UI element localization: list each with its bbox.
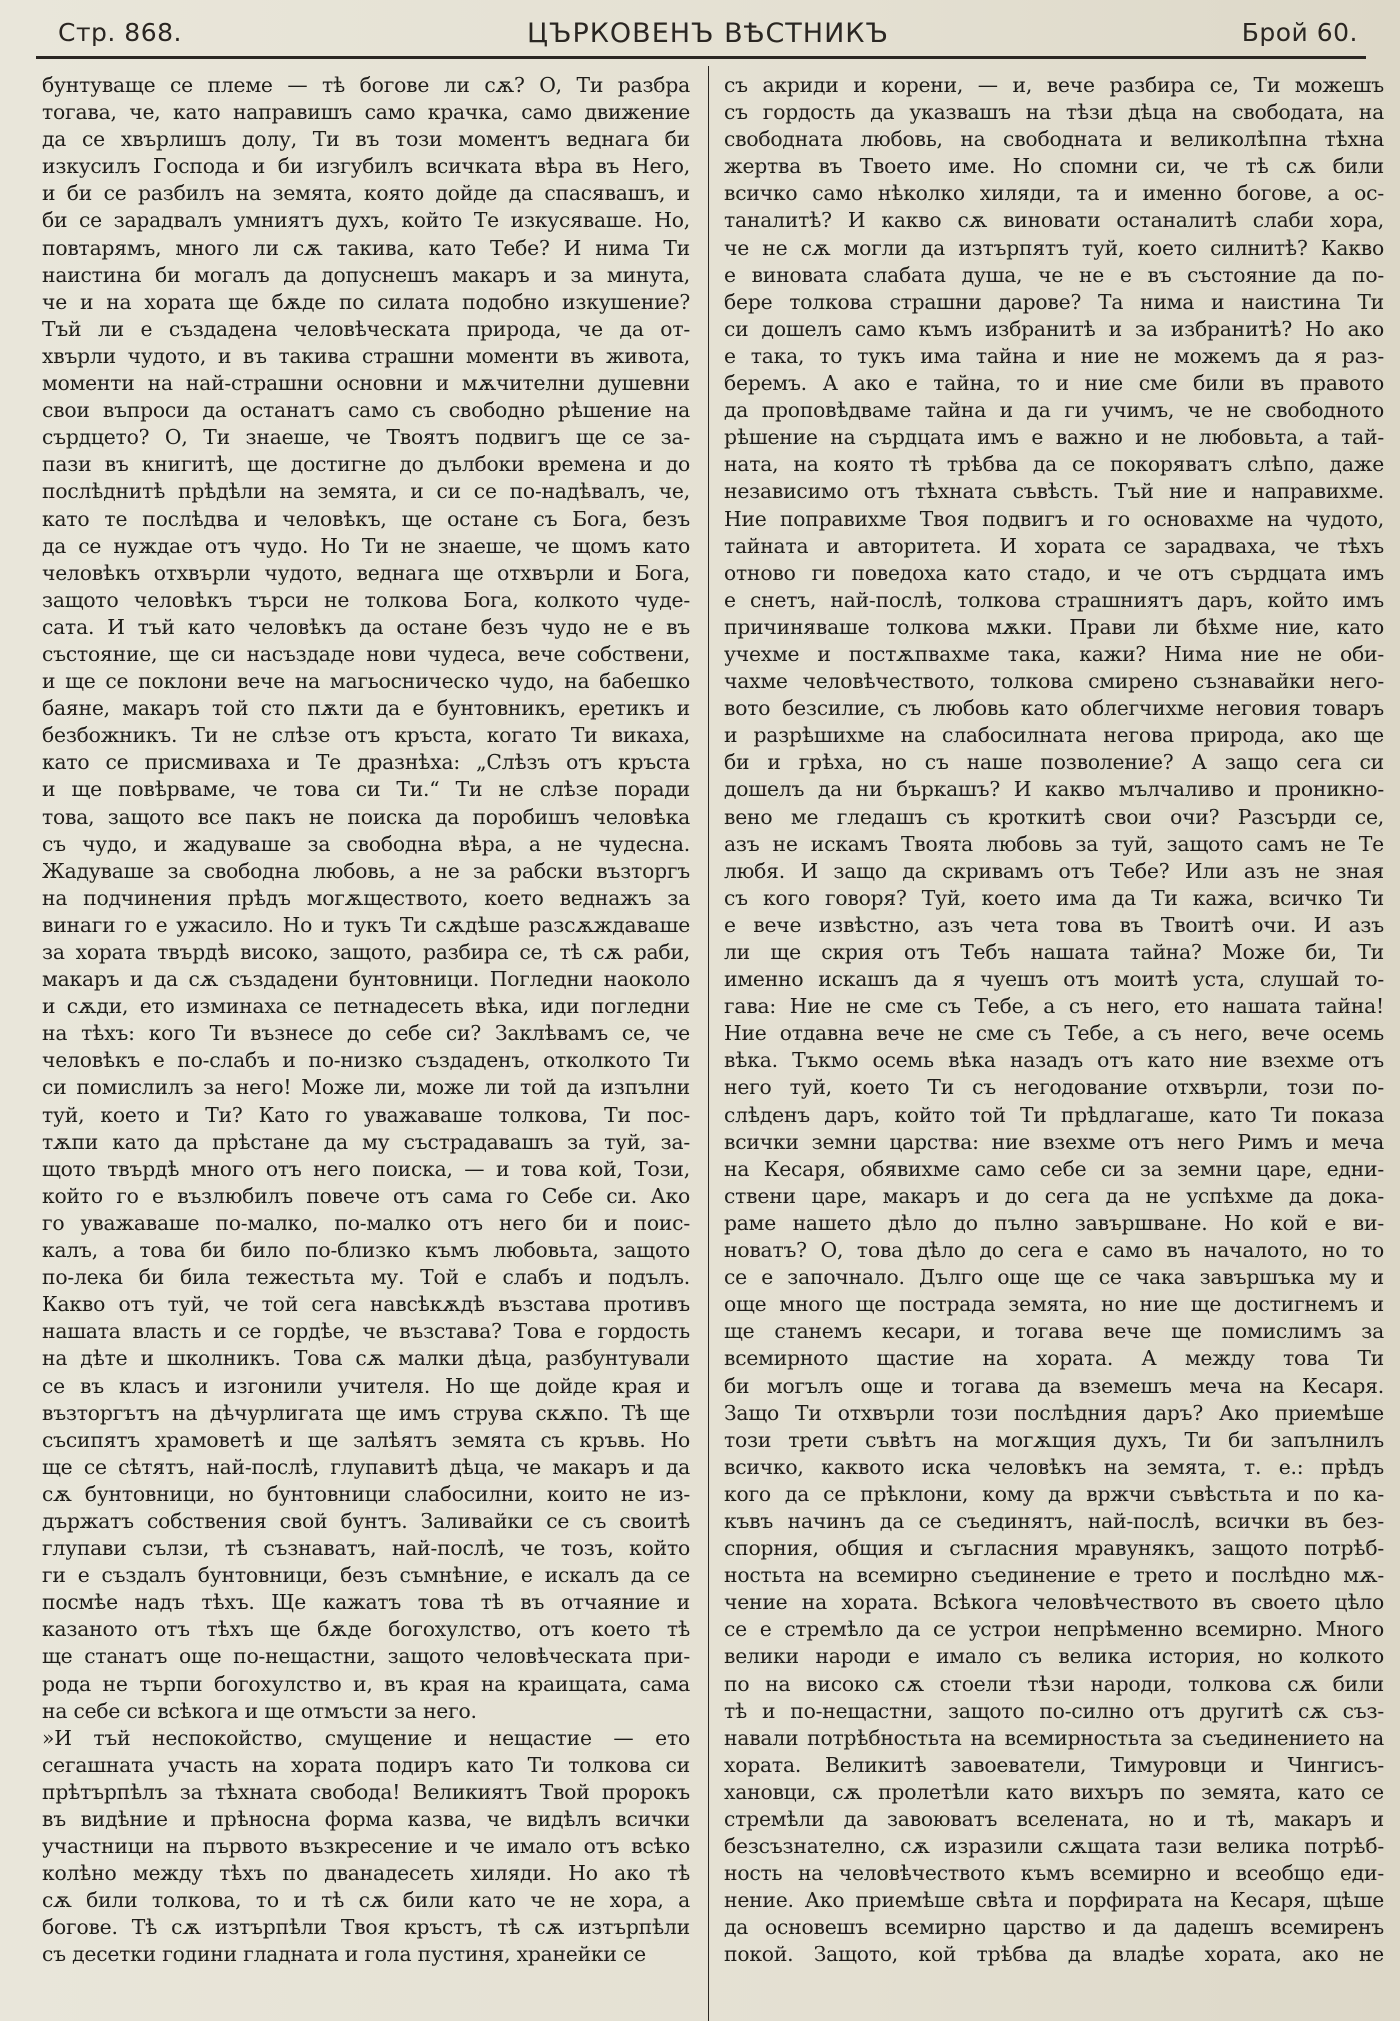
text-line: Жадуваше за свободна любовь, а не за рабски възторгъ bbox=[42, 858, 690, 883]
text-line: Защо Ти отхвърли този послѣдния даръ? Ако приемѣше bbox=[724, 1400, 1384, 1425]
text-line: го уважаваше по-малко, по-малко отъ него би и поис- bbox=[42, 1210, 690, 1235]
text-line: участници на първото възкресение и че имало отъ всѣко bbox=[42, 1834, 690, 1859]
text-line: на тѣхъ: кого Ти възнесе до себе си? Заклѣвамъ се, че bbox=[42, 1021, 690, 1046]
text-line: и ще се поклони вече на магьосническо чудо, на бабешко bbox=[42, 669, 690, 694]
text-line: е така, то тукъ има тайна и ние не можемъ да я раз- bbox=[724, 343, 1384, 368]
text-line: си дошелъ само къмъ избранитѣ и за избранитѣ? Но ако bbox=[724, 316, 1384, 341]
text-line: всичко само нѣколко хиляди, та и именно богове, а ос- bbox=[724, 181, 1384, 206]
text-line: ще станатъ още по-нещастни, защото человѣческата при- bbox=[42, 1644, 690, 1669]
header-rule bbox=[36, 56, 1366, 59]
text-line: къвъ начинъ да се съединятъ, най-послѣ, всички въ без- bbox=[724, 1508, 1384, 1533]
right-column bbox=[724, 72, 1384, 2012]
text-line: състояние, ще си насъздаде нови чудеса, вече собствени, bbox=[42, 641, 690, 666]
text-line: навали потрѣбностьта на всемирностьта за съединението на bbox=[724, 1725, 1384, 1750]
text-line: ли ще скрия отъ Тебъ нашата тайна? Може би, Ти bbox=[724, 940, 1384, 964]
text-line: сегашната участь на хората подиръ като Ти толкова си bbox=[42, 1752, 690, 1777]
text-line: посмѣе надъ тѣхъ. Ще кажатъ това тѣ въ отчаяние и bbox=[42, 1590, 690, 1615]
text-line: всички земни царства: ние взехме отъ него Римъ и меча bbox=[724, 1129, 1384, 1154]
text-line: любя. И защо да скривамъ отъ Тебе? Или азъ не зная bbox=[724, 858, 1384, 883]
text-line: държатъ собствения свой бунтъ. Заливайки се съ своитѣ bbox=[42, 1508, 690, 1533]
text-line: колѣно между тѣхъ по дванадесеть хиляди. Но ако тѣ bbox=[42, 1861, 690, 1886]
text-line: макаръ и да сѫ създадени бунтовници. Погледни наоколо bbox=[42, 967, 690, 992]
text-line: е виновата слабата душа, че не е въ състояние да по- bbox=[724, 262, 1384, 287]
text-line: че не сѫ могли да изтърпятъ туй, което силнитѣ? Какво bbox=[724, 235, 1384, 260]
text-line: и разрѣшихме на слабосилната негова природа, ако ще bbox=[724, 723, 1384, 748]
text-line: слѣденъ даръ, който той Ти прѣдлагаше, като Ти показа bbox=[724, 1102, 1384, 1127]
text-line: би и грѣха, но съ наше позволение? А защо сега си bbox=[724, 750, 1384, 775]
text-line: на дѣте и школникъ. Това сѫ малки дѣца, разбунтували bbox=[42, 1346, 690, 1371]
text-line: раме нашето дѣло до пълно завършване. Но кой е ви- bbox=[724, 1210, 1384, 1235]
text-line: независимо отъ тѣхната съвѣсть. Тъй ние и направихме. bbox=[724, 479, 1384, 504]
text-line: съсипятъ храмоветѣ и ще залѣятъ земята съ кръвь. Но bbox=[42, 1427, 690, 1452]
text-line: да се хвърлишъ долу, Ти въ този моментъ веднага би bbox=[42, 127, 690, 152]
text-line: и би се разбилъ на земята, която дойде да спасявашъ, и bbox=[42, 181, 690, 206]
text-line: ность на человѣчеството къмъ всемирно и всеобщо еди- bbox=[724, 1861, 1384, 1886]
text-line: причиняваше толкова мѫки. Прави ли бѣхме ние, като bbox=[724, 614, 1384, 639]
text-line: за хората твърдѣ високо, защото, разбира се, тѣ сѫ раби, bbox=[42, 940, 690, 964]
text-line: по на високо сѫ стоели тѣзи народи, толкова сѫ били bbox=[724, 1671, 1384, 1696]
text-line: Ние поправихме Твоя подвигъ и го основахме на чудото, bbox=[724, 506, 1384, 531]
text-line: свои въпроси да останатъ само съ свободно рѣшение на bbox=[42, 398, 690, 423]
text-line: сѫ бунтовници, но бунтовници слабосилни, които не из- bbox=[42, 1481, 690, 1506]
left-column bbox=[42, 72, 690, 2012]
text-line: глупави сълзи, тѣ съзнаватъ, най-послѣ, че тозъ, който bbox=[42, 1536, 690, 1561]
text-line: тѣ и по-нещастни, защото по-силно отъ другитѣ сѫ съз- bbox=[724, 1698, 1384, 1723]
text-line: всемирното щастие на хората. А между това Ти bbox=[724, 1346, 1384, 1371]
text-line: като те послѣдва и человѣкъ, ще остане съ Бога, безъ bbox=[42, 506, 690, 531]
text-line: на Кесаря, обявихме само себе си за земни царе, едни- bbox=[724, 1156, 1384, 1181]
text-line: безсъзнателно, сѫ изразили сѫщата тази велика потрѣб- bbox=[724, 1834, 1384, 1859]
text-line: сѫ били толкова, то и тѣ сѫ били като че не хора, а bbox=[42, 1888, 690, 1913]
text-line: възторгътъ на дѣчурлигата ще имъ струва скѫпо. Тѣ ще bbox=[42, 1400, 690, 1425]
text-line: сата. И тъй като человѣкъ да остане безъ чудо не е въ bbox=[42, 614, 690, 639]
text-line: ще се сѣтятъ, най-послѣ, глупавитѣ дѣца, че макаръ и да bbox=[42, 1454, 690, 1479]
text-line: ще станемъ кесари, и тогава вече ще помислимъ за bbox=[724, 1319, 1384, 1344]
text-line: вено ме гледашъ съ кроткитѣ свои очи? Разсърди се, bbox=[724, 804, 1384, 829]
text-line: всичко, каквото иска человѣкъ на земята, т. е.: прѣдъ bbox=[724, 1454, 1384, 1479]
text-line: нашата власть и се гордѣе, че възстава? Това е гордость bbox=[42, 1319, 690, 1344]
text-line: тогава, че, като направишъ само крачка, само движение bbox=[42, 100, 690, 125]
text-line: бунтуваще се племе — тѣ богове ли сѫ? О, Ти разбра bbox=[42, 73, 690, 97]
text-line: ната, на която тѣ трѣбва да се покоряватъ слѣпо, даже bbox=[724, 452, 1384, 477]
text-line: въ видѣние и прѣносна форма казва, че видѣлъ всички bbox=[42, 1807, 690, 1831]
text-line: свободната любовь, на свободната и великолѣпна тѣхна bbox=[724, 127, 1384, 152]
text-line: сърдцето? О, Ти знаеше, че Твоятъ подвигъ ще се за- bbox=[42, 425, 690, 450]
text-line: хановци, сѫ пролетѣли като вихъръ по земята, като се bbox=[724, 1779, 1384, 1804]
text-line: беремъ. А ако е тайна, то и ние сме били въ правото bbox=[724, 371, 1384, 396]
text-line: който го е възлюбилъ повече отъ сама го Себе си. Ако bbox=[42, 1183, 690, 1208]
text-line: бере толкова страшни дарове? Та нима и наистина Ти bbox=[724, 289, 1384, 314]
text-line: ги е създалъ бунтовници, безъ съмнѣние, е искалъ да се bbox=[42, 1563, 690, 1588]
text-line: гава: Ние не сме съ Тебе, а съ него, ето нашата тайна! bbox=[724, 994, 1384, 1019]
text-line: би се зарадвалъ умниятъ духъ, който Те изкусяваше. Но, bbox=[42, 208, 690, 233]
text-line: »И тъй неспокойство, смущение и нещастие — ето bbox=[42, 1725, 690, 1750]
text-line: да проповѣдваме тайна и да ги учимъ, че не свободното bbox=[724, 398, 1384, 423]
text-line: чение на хората. Всѣкога человѣчеството въ своето цѣло bbox=[724, 1590, 1384, 1615]
text-line: да се нуждае отъ чудо. Но Ти не знаеше, че щомъ като bbox=[42, 533, 690, 558]
text-line: нение. Ако приемѣше свѣта и порфирата на Кесаря, щѣше bbox=[724, 1888, 1384, 1913]
text-line: това, защото все пакъ не поиска да поробишъ человѣка bbox=[42, 804, 690, 829]
text-line: рода не търпи богохулство и, въ края на краищата, сама bbox=[42, 1671, 690, 1696]
text-line: человѣкъ отхвърли чудото, веднага ще отхвърли и Бога, bbox=[42, 560, 690, 585]
text-line: на себе си всѣкога и ще отмъсти за него. bbox=[42, 1698, 477, 1723]
column-divider bbox=[708, 66, 709, 2021]
page-header bbox=[58, 14, 1358, 62]
text-line: защото человѣкъ търси не толкова Бога, колкото чуде- bbox=[42, 587, 690, 612]
text-line: хвърли чудото, и въ такива страшни моменти въ живота, bbox=[42, 343, 690, 368]
text-line: хората. Великитѣ завоеватели, Тимуровци и Чингисъ- bbox=[724, 1752, 1384, 1777]
text-line: Тъй ли е създадена человѣческата природа, че да от- bbox=[42, 316, 690, 341]
text-line: дошелъ да ни бъркашъ? И какво мълчаливо и проникно- bbox=[724, 777, 1384, 802]
text-line: ностьта на всемирно съединение е трето и послѣдно мѫ- bbox=[724, 1563, 1384, 1588]
text-line: и ще повѣрваме, че това си Ти.“ Ти не слѣзе поради bbox=[42, 777, 690, 802]
text-line: ствени царе, макаръ и до сега да не успѣхме да дока- bbox=[724, 1183, 1384, 1208]
text-line: чахме человѣчеството, толкова смирено съзнавайки него- bbox=[724, 669, 1384, 694]
text-line: новатъ? О, това дѣло до сега е само въ началото, но то bbox=[724, 1238, 1384, 1263]
text-line: съ чудо, и жадуваше за свободна вѣра, а не чудесна. bbox=[42, 831, 690, 856]
text-line: тайната и авторитета. И хората се зарадваха, че тѣхъ bbox=[724, 533, 1384, 558]
text-line: пази въ книгитѣ, ще достигне до дълбоки времена и до bbox=[42, 452, 690, 477]
text-line: него туй, което Ти съ негодование отхвърли, този по- bbox=[724, 1075, 1384, 1100]
text-line: отново ги поведоха като стадо, и че отъ сърдцата имъ bbox=[724, 560, 1384, 585]
issue-number: Брой 60. bbox=[1241, 18, 1358, 47]
text-line: тѫпи като да прѣстане да му състрадавашъ за туй, за- bbox=[42, 1129, 690, 1154]
text-line: богове. Тѣ сѫ изтърпѣли Твоя кръстъ, тѣ сѫ изтърпѣли bbox=[42, 1915, 690, 1940]
text-line: би могълъ още и тогава да вземешъ меча на Кесаря. bbox=[724, 1373, 1384, 1398]
text-line: съ кого говоря? Туй, което има да Ти кажа, всичко Ти bbox=[724, 885, 1384, 910]
text-line: жертва въ Твоето име. Но спомни си, че тѣ сѫ били bbox=[724, 154, 1384, 179]
text-line: именно искашъ да я чуешъ отъ моитѣ уста, слушай то- bbox=[724, 967, 1384, 992]
text-line: съ акриди и корени, — и, вече разбира се, Ти можешъ bbox=[724, 73, 1384, 97]
text-line: наистина би могалъ да допуснешъ макаръ и за минута, bbox=[42, 262, 690, 287]
text-line: прѣтърпѣлъ за тѣхната свобода! Великиятъ Твой пророкъ bbox=[42, 1779, 690, 1804]
text-line: человѣкъ е по-слабъ и по-низко създаденъ, отколкото Ти bbox=[42, 1048, 690, 1073]
text-line: още много ще пострада земята, но ние ще достигнемъ и bbox=[724, 1292, 1384, 1317]
text-line: се е стремѣло да се устрои непрѣменно всемирно. Много bbox=[724, 1617, 1384, 1642]
text-line: че и на хората ще бѫде по силата подобно изкушение? bbox=[42, 289, 690, 314]
text-line: рѣшение на сърдцата имъ е важно и не любовьта, а тай- bbox=[724, 425, 1384, 450]
text-line: казаното отъ тѣхъ ще бѫде богохулство, отъ което тѣ bbox=[42, 1617, 690, 1642]
text-line: калъ, а това би било по-близко къмъ любовьта, защото bbox=[42, 1238, 690, 1263]
text-line: като се присмиваха и Те дразнѣха: „Слѣзъ отъ кръста bbox=[42, 750, 690, 775]
text-line: съ гордость да указвашъ на тѣзи дѣца на свободата, на bbox=[724, 100, 1384, 125]
text-line: винаги го е ужасило. Но и тукъ Ти сѫдѣше разсѫждаваше bbox=[42, 912, 690, 937]
newspaper-title: ЦЪРКОВЕНЪ ВѢСТНИКЪ bbox=[527, 18, 889, 49]
text-line: послѣднитѣ прѣдѣли на земята, и си се по-надѣвалъ, че, bbox=[42, 479, 690, 504]
text-line: велики народи е имало съ велика история, но колкото bbox=[724, 1644, 1384, 1669]
text-line: на подчинения прѣдъ могѫществото, което веднажъ за bbox=[42, 885, 690, 910]
text-line: кого да се прѣклони, кому да вржчи съвѣстьта и по ка- bbox=[724, 1481, 1384, 1506]
text-line: си помислилъ за него! Може ли, може ли той да изпълни bbox=[42, 1075, 690, 1100]
text-line: да основешъ всемирно царство и да дадешъ всемиренъ bbox=[724, 1915, 1384, 1940]
text-line: по-лека би била тежестьта му. Той е слабъ и подълъ. bbox=[42, 1265, 690, 1290]
text-line: е вече извѣстно, азъ чета това въ Твоитѣ очи. И азъ bbox=[724, 912, 1384, 937]
page-number: Стр. 868. bbox=[58, 18, 182, 47]
text-line: туй, което и Ти? Като го уважаваше толкова, Ти пос- bbox=[42, 1102, 690, 1127]
text-line: щото твърдѣ много отъ него поиска, — и това кой, Този, bbox=[42, 1156, 690, 1181]
text-line: този трети съвѣтъ на могѫщия духъ, Ти би запълнилъ bbox=[724, 1427, 1384, 1452]
text-line: Ние отдавна вече не сме съ Тебе, а съ него, вече осемь bbox=[724, 1021, 1384, 1046]
text-line: спорния, общия и съгласния мравунякъ, защото потрѣб- bbox=[724, 1536, 1384, 1561]
text-line: изкусилъ Господа и би изгубилъ всичката вѣра въ Него, bbox=[42, 154, 690, 179]
text-line: се е започнало. Дълго още ще се чака завършъка му и bbox=[724, 1265, 1384, 1290]
text-line: повтарямъ, много ли сѫ такива, като Тебе? И нима Ти bbox=[42, 235, 690, 260]
text-line: моменти на най-страшни основни и мѫчителни душевни bbox=[42, 371, 690, 396]
text-line: вото безсилие, съ любовь като облегчихме неговия товаръ bbox=[724, 696, 1384, 721]
text-line: покой. Защото, кой трѣбва да владѣе хората, ако не bbox=[724, 1942, 1384, 1967]
text-line: и сѫди, ето изминаха се петнадесеть вѣка, иди погледни bbox=[42, 994, 690, 1019]
text-line: е снетъ, най-послѣ, толкова страшниятъ даръ, който имъ bbox=[724, 587, 1384, 612]
text-line: вѣка. Тъкмо осемь вѣка назадъ отъ като ние взехме отъ bbox=[724, 1048, 1384, 1073]
text-line: Какво отъ туй, че той сега навсѣкѫдѣ възстава противъ bbox=[42, 1292, 690, 1317]
text-line: съ десетки години гладната и гола пустиня, хранейки се bbox=[42, 1942, 646, 1967]
text-line: стремѣли да завоюватъ вселената, но и тѣ, макаръ и bbox=[724, 1807, 1384, 1831]
text-line: таналитѣ? И какво сѫ виновати останалитѣ слаби хора, bbox=[724, 208, 1384, 233]
text-line: азъ не искамъ Твоята любовь за туй, защото самъ не Те bbox=[724, 831, 1384, 856]
text-line: учехме и постѫпвахме така, кажи? Нима ние не оби- bbox=[724, 641, 1384, 666]
text-line: баяне, макаръ той сто пѫти да е бунтовникъ, еретикъ и bbox=[42, 696, 690, 721]
text-line: се въ класъ и изгонили учителя. Но ще дойде края и bbox=[42, 1373, 690, 1398]
text-line: безбожникъ. Ти не слѣзе отъ кръста, когато Ти викаха, bbox=[42, 723, 690, 748]
